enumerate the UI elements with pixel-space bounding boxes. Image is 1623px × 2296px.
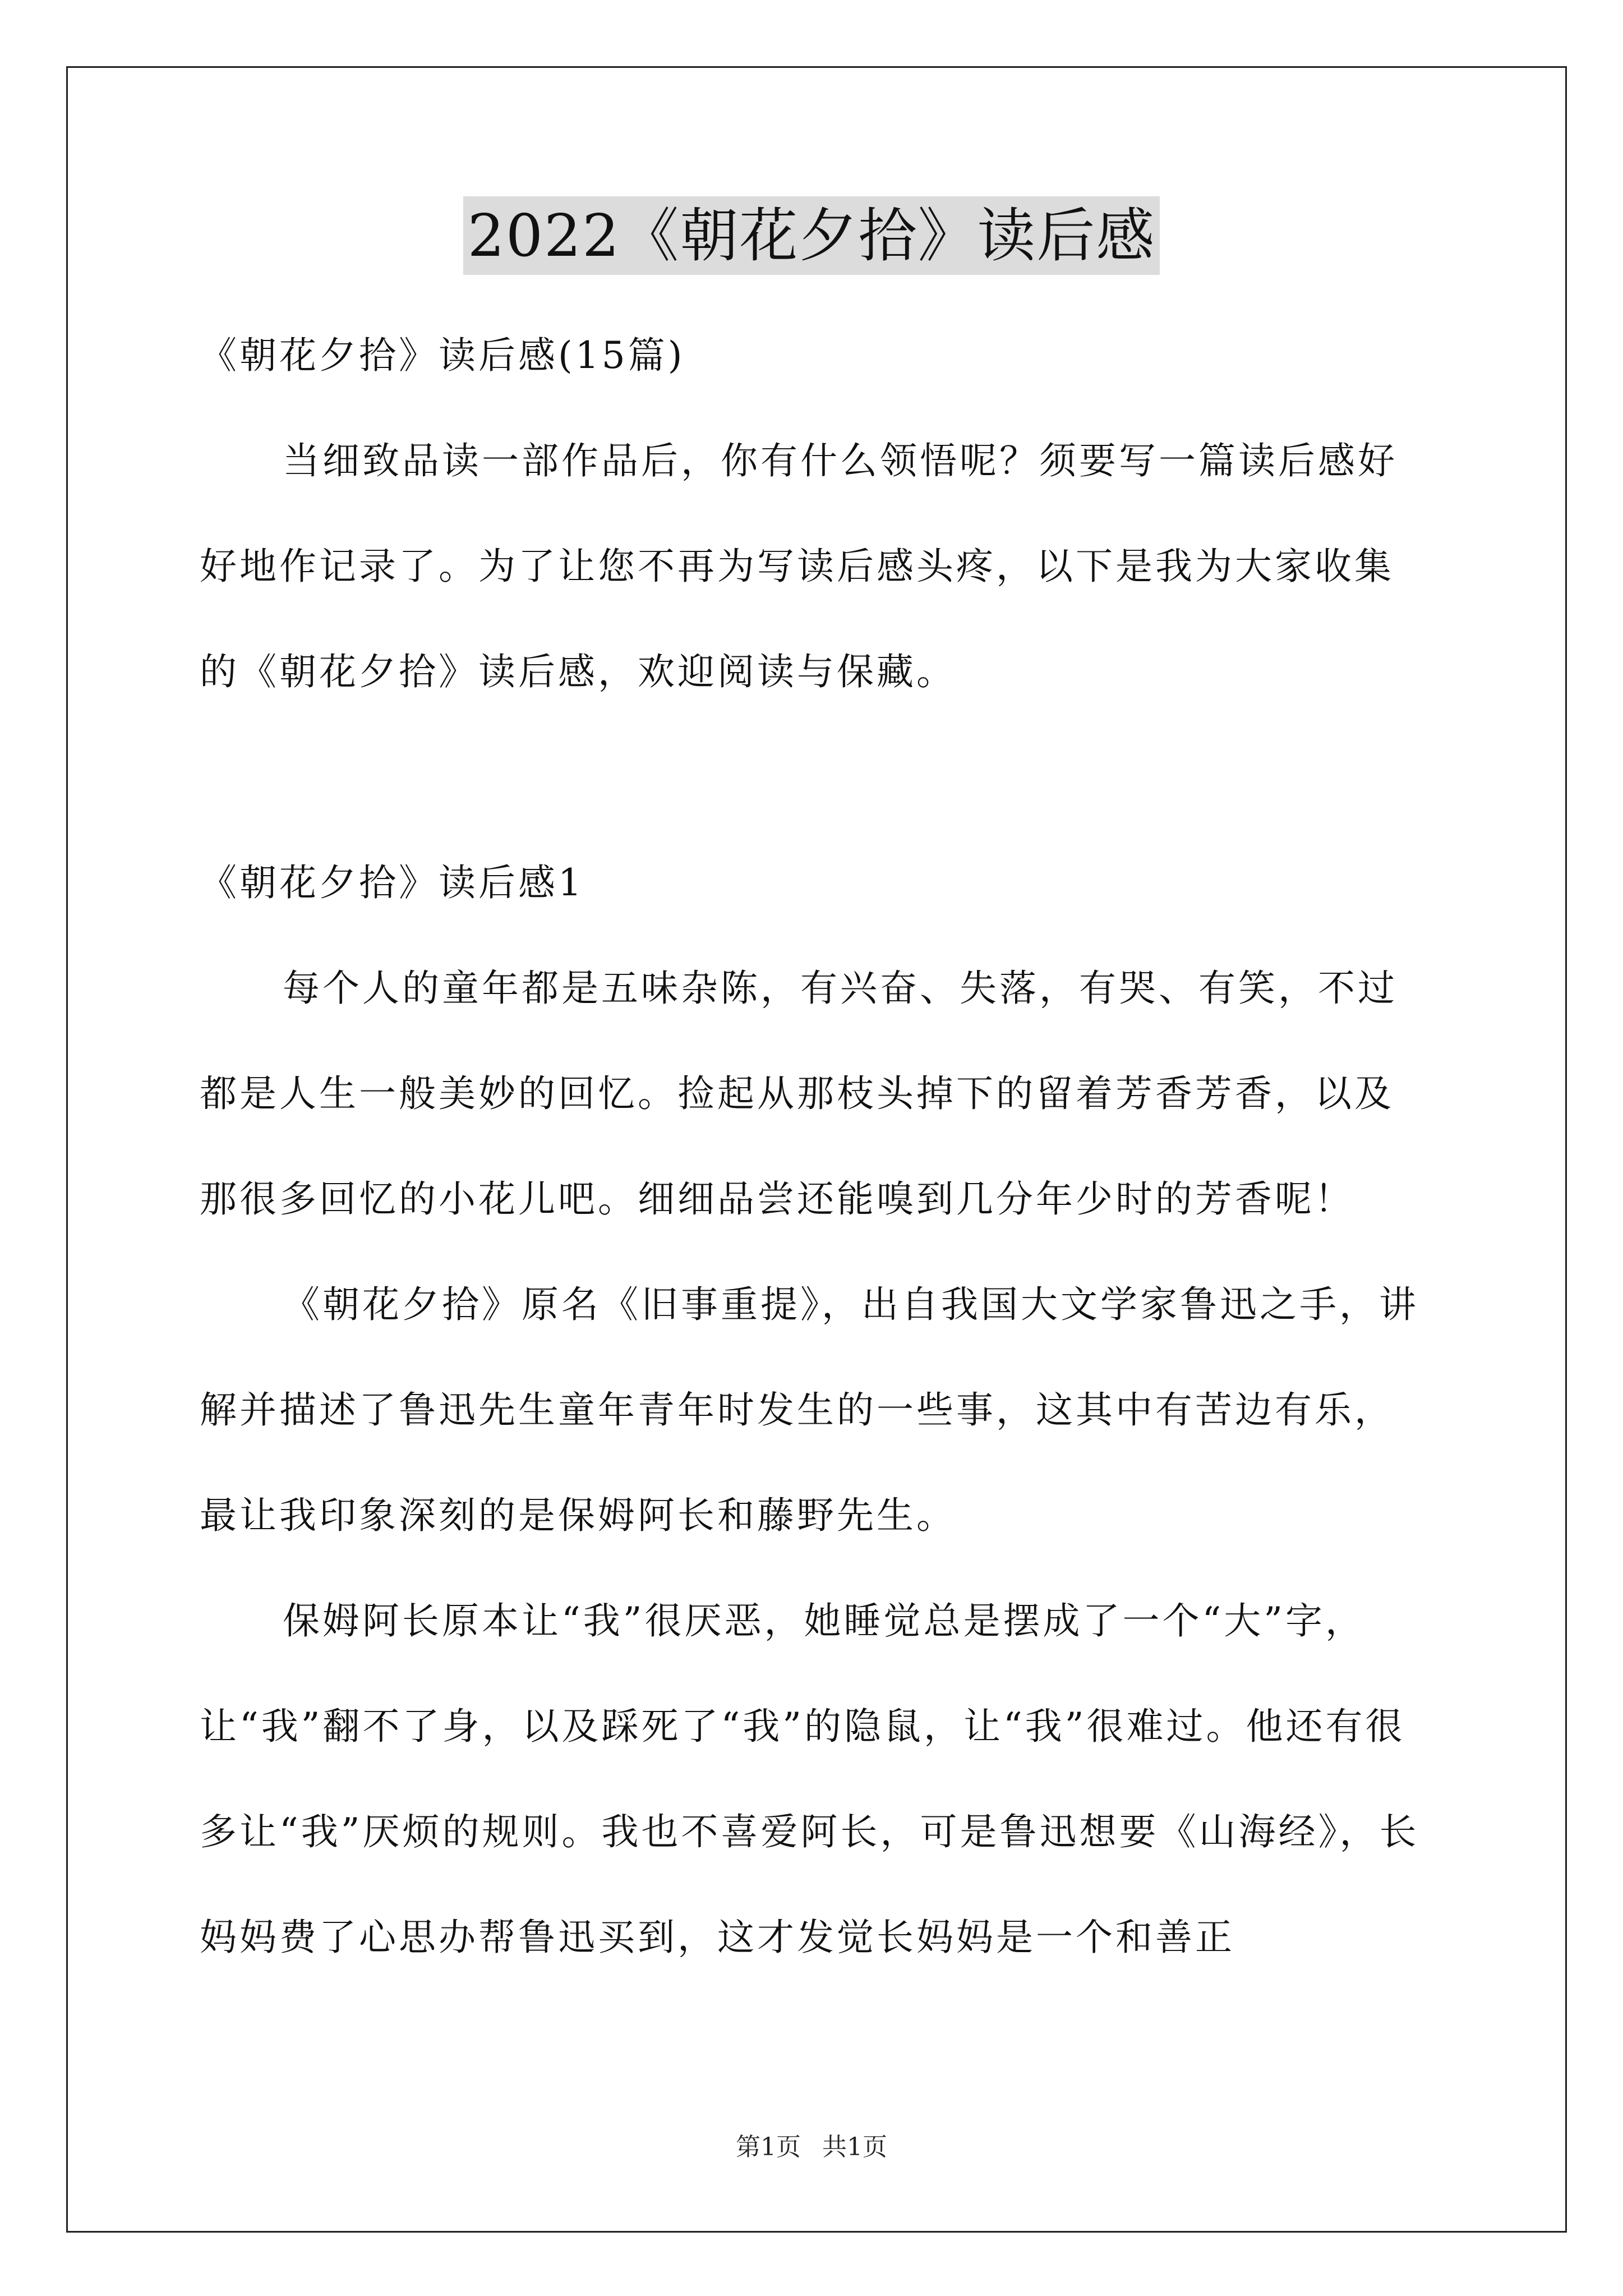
page-footer <box>0 2131 1623 2164</box>
body-paragraph-3: 保姆阿长原本让“我”很厌恶，她睡觉总是摆成了一个“大”字，让“我”翻不了身，以及踩死了“我”的隐鼠，让“我”很难过。他还有很多让“我”厌烦的规则。我也不喜爱阿长，可是鲁迅想要《山海经》，长妈妈费了心思办帮鲁迅买到，这才发觉长妈妈是一个和善正 <box>200 1599 1419 1959</box>
section-heading: 《朝花夕拾》读后感1 <box>200 861 584 904</box>
page-total: 共1页 <box>822 2133 887 2161</box>
title-container <box>0 196 1623 275</box>
document-body <box>200 303 1433 1990</box>
body-paragraph-2: 《朝花夕拾》原名《旧事重提》，出自我国大文学家鲁迅之手，讲解并描述了鲁迅先生童年青年时发生的一些事，这其中有苦边有乐，最让我印象深刻的是保姆阿长和藤野先生。 <box>200 1283 1419 1537</box>
document-subtitle: 《朝花夕拾》读后感(15篇) <box>200 334 685 377</box>
page-number: 第1页 <box>736 2133 801 2161</box>
body-paragraph-1: 每个人的童年都是五味杂陈，有兴奋、失落，有哭、有笑，不过都是人生一般美妙的回忆。捡起从那枝头掉下的留着芳香芳香，以及那很多回忆的小花儿吧。细细品尝还能嗅到几分年少时的芳香呢！ <box>200 967 1398 1221</box>
document-title: 2022《朝花夕拾》读后感 <box>463 196 1160 275</box>
intro-paragraph: 当细致品读一部作品后，你有什么领悟呢？须要写一篇读后感好好地作记录了。为了让您不再为写读后感头疼，以下是我为大家收集的《朝花夕拾》读后感，欢迎阅读与保藏。 <box>200 439 1398 693</box>
section-spacer <box>200 725 1433 830</box>
